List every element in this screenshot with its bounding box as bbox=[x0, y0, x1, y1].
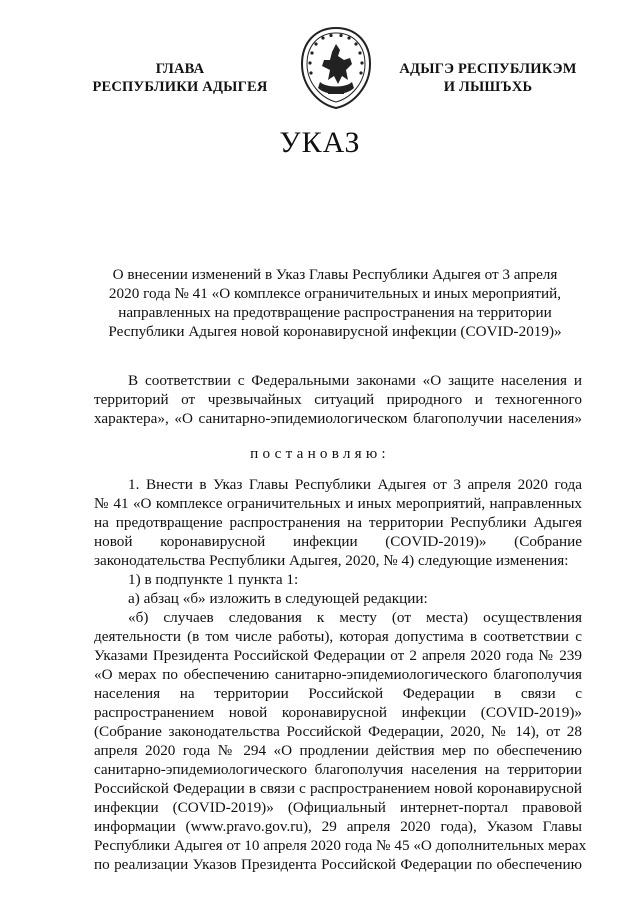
preamble-line: территорий от чрезвычайных ситуаций природного и техногенного bbox=[94, 391, 582, 408]
subject-line: Республики Адыгея новой коронавирусной инфекции (COVID-2019)» bbox=[108, 323, 562, 340]
body-line: санитарно-эпидемиологического благополучия населения на территории bbox=[94, 761, 582, 778]
body-line: 1) в подпункте 1 пункта 1: bbox=[128, 571, 299, 588]
body-line: распространением новой коронавирусной инфекции (COVID-2019)» bbox=[94, 704, 582, 721]
body-line: Республики Адыгея от 10 апреля 2020 года № 45 «О дополнительных мерах bbox=[94, 837, 587, 854]
header-left-russian bbox=[80, 60, 280, 96]
body-line: по реализации Указов Президента Российской Федерации по обеспечению bbox=[94, 856, 582, 873]
body-line: № 41 «О комплексе ограничительных и иных мероприятий, направленных bbox=[94, 495, 582, 512]
body-line: «б) случаев следования к месту (от места) осуществления bbox=[128, 609, 582, 626]
body-line: на предотвращение распространения на территории Республики Адыгея bbox=[94, 514, 582, 531]
body-line: Указами Президента Российской Федерации от 2 апреля 2020 года № 239 bbox=[94, 647, 582, 664]
preamble-line: В соответствии с Федеральными законами «О защите населения и bbox=[128, 372, 582, 389]
subject-line: направленных на предотвращение распространения на территории bbox=[118, 304, 552, 321]
body-line: 1. Внести в Указ Главы Республики Адыгея от 3 апреля 2020 года bbox=[128, 476, 582, 493]
preamble-line: характера», «О санитарно-эпидемиологическом благополучии населения» bbox=[94, 410, 582, 427]
body-line: новой коронавирусной инфекции (COVID-2019)» (Собрание bbox=[94, 533, 582, 550]
preamble bbox=[94, 371, 582, 428]
decree-body bbox=[94, 475, 587, 874]
header-right-line-1: АДЫГЭ РЕСПУБЛИКЭМ bbox=[399, 61, 577, 77]
body-line: инфекции (COVID-2019)» (Официальный интернет-портал правовой bbox=[94, 799, 582, 816]
decree-subject bbox=[100, 265, 570, 341]
body-line: апреля 2020 года № 294 «О продлении действия мер по обеспечению bbox=[94, 742, 582, 759]
header-right-adyghe bbox=[388, 60, 588, 96]
body-line: деятельности (в том числе работы), которая допустима в соответствии с bbox=[94, 628, 582, 645]
coat-of-arms-icon bbox=[300, 26, 372, 110]
header-right-line-2: И ЛЫШЪХЬ bbox=[443, 79, 533, 95]
decree-title: УКАЗ bbox=[279, 126, 361, 159]
body-line: Российской Федерации в связи с распространением новой коронавирусной bbox=[94, 780, 582, 797]
body-line: информации (www.pravo.gov.ru), 29 апреля 2020 года), Указом Главы bbox=[94, 818, 582, 835]
body-line: «О мерах по обеспечению санитарно-эпидемиологического благополучия bbox=[94, 666, 582, 683]
body-line: (Собрание законодательства Российской Федерации, 2020, № 14), от 28 bbox=[94, 723, 582, 740]
header-left-line-2: РЕСПУБЛИКИ АДЫГЕЯ bbox=[92, 79, 268, 95]
header-left-line-1: ГЛАВА bbox=[155, 61, 205, 77]
subject-line: 2020 года № 41 «О комплексе ограничительных и иных мероприятий, bbox=[108, 285, 562, 302]
body-line: а) абзац «б» изложить в следующей редакции: bbox=[128, 590, 428, 607]
body-line: населения на территории Российской Федерации в связи с bbox=[94, 685, 582, 702]
body-line: законодательства Республики Адыгея, 2020, № 4) следующие изменения: bbox=[94, 552, 569, 569]
resolve-word: постановляю: bbox=[250, 445, 390, 462]
subject-line: О внесении изменений в Указ Главы Республики Адыгея от 3 апреля bbox=[112, 266, 558, 283]
